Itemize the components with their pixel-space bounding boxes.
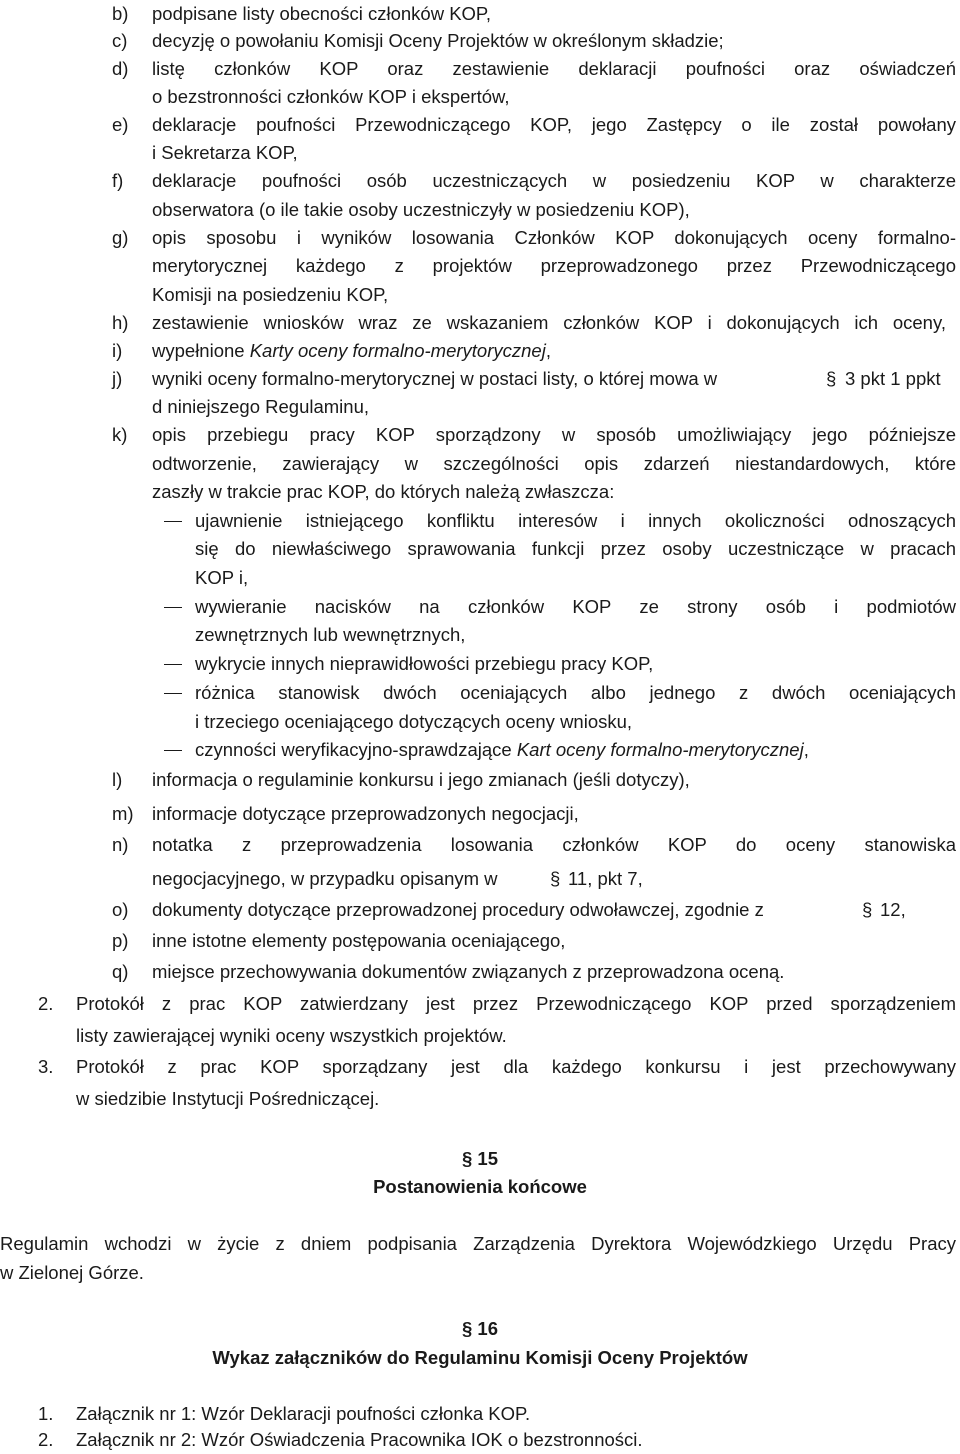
item-i-suffix: ,	[545, 340, 551, 361]
item-label-d: d)	[112, 58, 129, 79]
item-k-line-2: odtworzenie, zawierający w szczególności opis zdarzeń niestandardowych, które	[152, 453, 956, 474]
item-d-line-2: o bezstronności członków KOP i ekspertów,	[152, 86, 510, 107]
point-3-line-2: w siedzibie Instytucji Pośredniczącej.	[76, 1088, 380, 1109]
item-q-text: miejsce przechowywania dokumentów związanych z przeprowadzona oceną.	[152, 961, 785, 982]
item-label-e: e)	[112, 114, 129, 135]
item-label-i: i)	[112, 340, 123, 361]
item-g-line-3: Komisji na posiedzeniu KOP,	[152, 284, 389, 305]
item-b-text: podpisane listy obecności członków KOP,	[152, 3, 492, 24]
attachment-label-2: 2.	[38, 1429, 54, 1450]
dash-bullet-icon	[164, 664, 182, 665]
section-15-line-1: Regulamin wchodzi w życie z dniem podpisania Zarządzenia Dyrektora Wojewódzkiego Urzędu Pracy	[0, 1233, 956, 1254]
item-j-section-symbol: §	[826, 368, 837, 389]
item-label-f: f)	[112, 170, 124, 191]
section-15-line-2: w Zielonej Górze.	[0, 1262, 144, 1283]
section-symbol: §	[461, 1318, 473, 1339]
item-k-line-1: opis przebiegu pracy KOP sporządzony w sposób umożliwiający jego późniejsze	[152, 424, 956, 445]
point-3-line-1: Protokół z prac KOP sporządzany jest dla każdego konkursu i jest przechowywany	[76, 1056, 956, 1077]
item-o-section-symbol: §	[862, 899, 873, 920]
item-f-line-1: deklaracje poufności osób uczestniczących w posiedzeniu KOP w charakterze	[152, 170, 956, 191]
section-number: 15	[477, 1148, 498, 1169]
sub-item-5-text	[195, 736, 809, 764]
item-label-q: q)	[112, 961, 129, 982]
sub-item-1-line-2: się do niewłaściwego sprawowania funkcji przez osoby uczestniczące w pracach	[195, 538, 956, 559]
section-15-title: Postanowienia końcowe	[373, 1176, 587, 1197]
item-n-line-1: notatka z przeprowadzenia losowania członków KOP do oceny stanowiska	[152, 834, 956, 855]
point-label-2: 2.	[38, 993, 54, 1014]
item-label-n: n)	[112, 834, 129, 855]
dash-bullet-icon	[164, 693, 182, 694]
dash-bullet-icon	[164, 750, 182, 751]
section-15-heading	[0, 1145, 960, 1173]
sub-item-1-line-1: ujawnienie istniejącego konfliktu interesów i innych okoliczności odnoszących	[195, 510, 956, 531]
item-o-line-1b: 12,	[880, 899, 906, 920]
sub-item-4-line-2: i trzeciego oceniającego dotyczących oceny wniosku,	[195, 711, 633, 732]
item-label-o: o)	[112, 899, 129, 920]
item-l-text: informacja o regulaminie konkursu i jego zmianach (jeśli dotyczy),	[152, 769, 690, 790]
point-2-line-1: Protokół z prac KOP zatwierdzany jest przez Przewodniczącego KOP przed sporządzeniem	[76, 993, 956, 1014]
item-label-c: c)	[112, 30, 128, 51]
item-o-line-1a: dokumenty dotyczące przeprowadzonej procedury odwoławczej, zgodnie z	[152, 899, 764, 920]
item-label-p: p)	[112, 930, 129, 951]
dash-bullet-icon	[164, 521, 182, 522]
sub-item-1-line-3: KOP i,	[195, 567, 249, 588]
attachment-label-1: 1.	[38, 1403, 54, 1424]
item-j-line-1b: 3 pkt 1 ppkt	[845, 368, 941, 389]
item-label-g: g)	[112, 227, 129, 248]
item-e-line-2: i Sekretarza KOP,	[152, 142, 298, 163]
item-h-text: zestawienie wniosków wraz ze wskazaniem członków KOP i dokonujących ich oceny,	[152, 312, 946, 333]
item-label-m: m)	[112, 803, 134, 824]
item-n-section-symbol: §	[550, 868, 561, 889]
item-g-line-2: merytorycznej każdego z projektów przeprowadzonego przez Przewodniczącego	[152, 255, 956, 276]
dash-bullet-icon	[164, 607, 182, 608]
item-e-line-1: deklaracje poufności Przewodniczącego KOP, jego Zastępcy o ile został powołany	[152, 114, 956, 135]
item-i-prefix: wypełnione	[152, 340, 250, 361]
item-j-line-1a: wyniki oceny formalno-merytorycznej w postaci listy, o której mowa w	[152, 368, 718, 389]
item-k-line-3: zaszły w trakcie prac KOP, do których należą zwłaszcza:	[152, 481, 615, 502]
item-i-text	[152, 337, 551, 365]
item-label-j: j)	[112, 368, 123, 389]
sub-item-5-italic: Kart oceny formalno-merytorycznej	[516, 739, 804, 760]
section-number: 16	[477, 1318, 498, 1339]
sub-item-3-line-1: wykrycie innych nieprawidłowości przebiegu pracy KOP,	[195, 653, 654, 674]
sub-item-5-prefix: czynności weryfikacyjno-sprawdzające	[195, 739, 517, 760]
item-label-l: l)	[112, 769, 123, 790]
item-f-line-2: obserwatora (o ile takie osoby uczestniczyły w posiedzeniu KOP),	[152, 199, 690, 220]
item-label-h: h)	[112, 312, 129, 333]
section-16-heading	[0, 1315, 960, 1343]
point-label-3: 3.	[38, 1056, 54, 1077]
item-label-b: b)	[112, 3, 129, 24]
sub-item-5-suffix: ,	[803, 739, 809, 760]
item-g-line-1: opis sposobu i wyników losowania Członków KOP dokonujących oceny formalno-	[152, 227, 956, 248]
sub-item-2-line-2: zewnętrznych lub wewnętrznych,	[195, 624, 466, 645]
section-symbol: §	[461, 1148, 473, 1169]
item-n-line-2a: negocjacyjnego, w przypadku opisanym w	[152, 868, 498, 889]
sub-item-4-line-1: różnica stanowisk dwóch oceniających albo jednego z dwóch oceniających	[195, 682, 956, 703]
item-m-text: informacje dotyczące przeprowadzonych negocjacji,	[152, 803, 579, 824]
item-d-line-1: listę członków KOP oraz zestawienie deklaracji poufności oraz oświadczeń	[152, 58, 956, 79]
point-2-line-2: listy zawierającej wyniki oceny wszystkich projektów.	[76, 1025, 507, 1046]
item-label-k: k)	[112, 424, 128, 445]
section-16-title: Wykaz załączników do Regulaminu Komisji Oceny Projektów	[212, 1347, 748, 1368]
item-j-line-2: d niniejszego Regulaminu,	[152, 396, 369, 417]
item-n-line-2b: 11, pkt 7,	[568, 868, 643, 889]
item-i-italic: Karty oceny formalno-merytorycznej	[249, 340, 546, 361]
sub-item-2-line-1: wywieranie nacisków na członków KOP ze strony osób i podmiotów	[195, 596, 956, 617]
item-c-text: decyzję o powołaniu Komisji Oceny Projektów w określonym składzie;	[152, 30, 724, 51]
attachment-2-text: Załącznik nr 2: Wzór Oświadczenia Pracownika IOK o bezstronności.	[76, 1429, 643, 1450]
attachment-1-text: Załącznik nr 1: Wzór Deklaracji poufności członka KOP.	[76, 1403, 531, 1424]
item-p-text: inne istotne elementy postępowania oceniającego,	[152, 930, 566, 951]
